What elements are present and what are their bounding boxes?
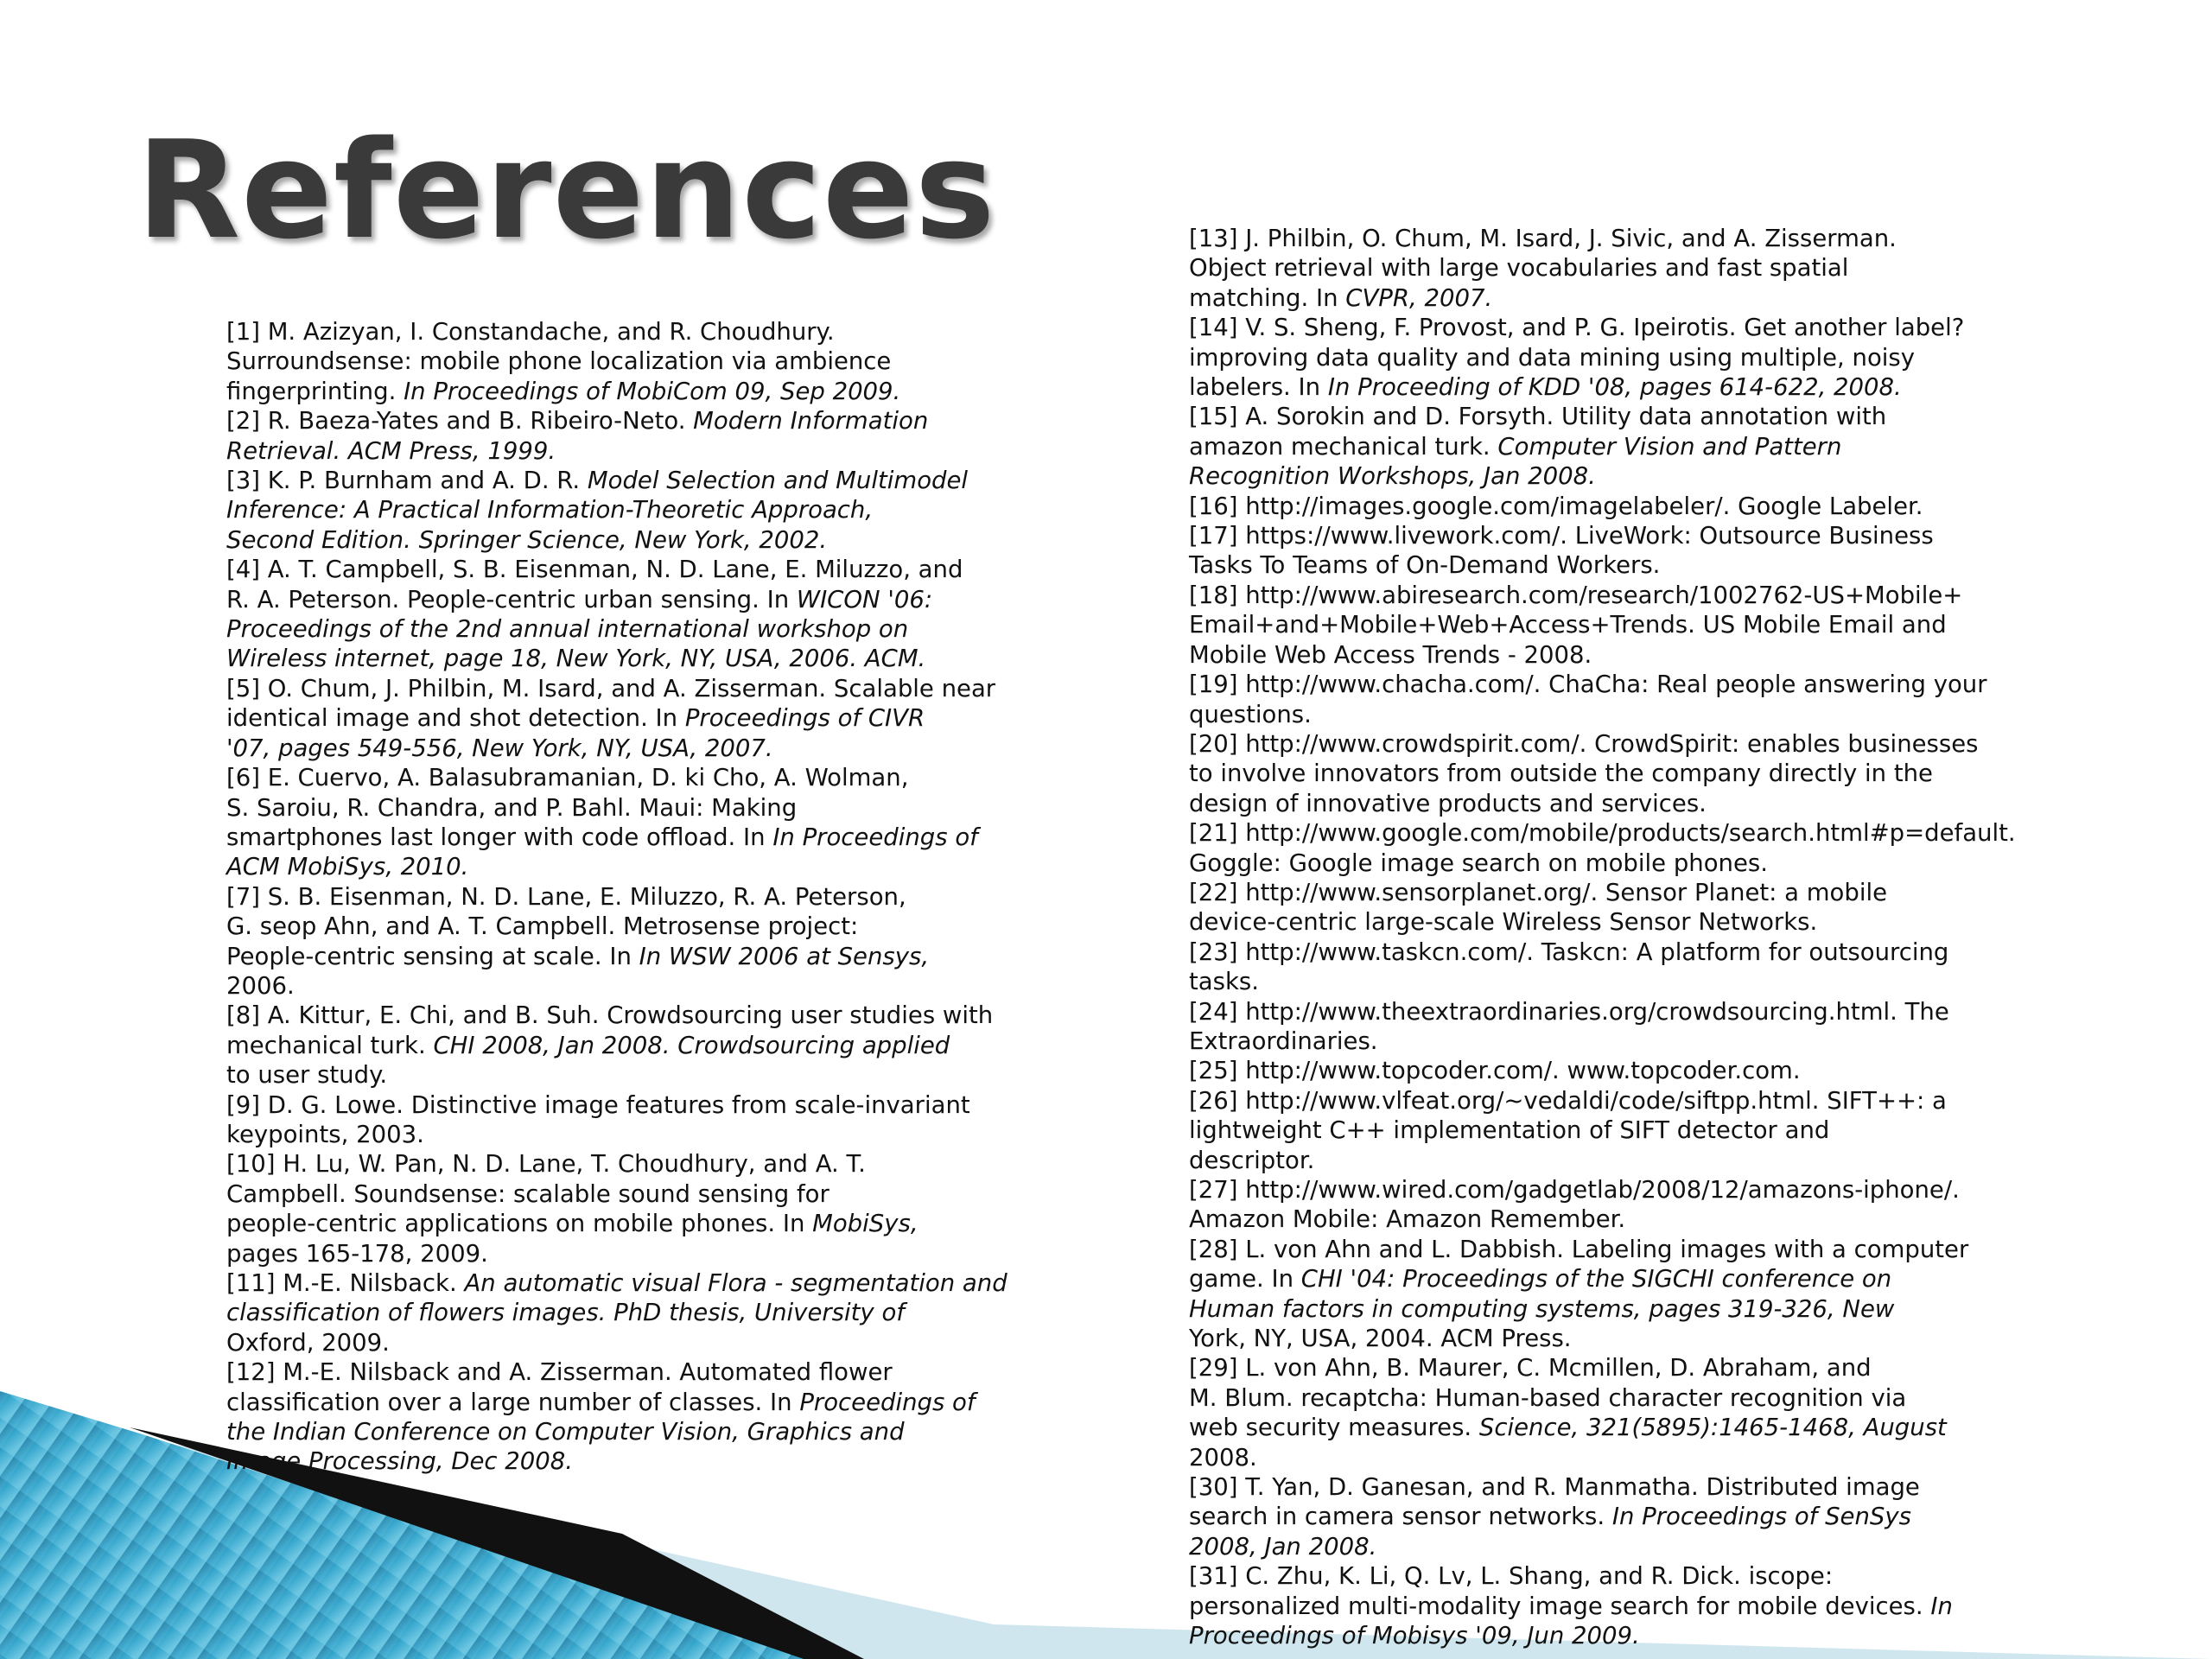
reference-text: [28] L. von Ahn and L. Dabbish. Labeling images with a computer: [1189, 1235, 1969, 1263]
reference-text: [8] A. Kittur, E. Chi, and B. Suh. Crowdsourcing user studies with: [226, 1001, 994, 1030]
reference-text: [10] H. Lu, W. Pan, N. D. Lane, T. Choudhury, and A. T.: [226, 1150, 866, 1179]
reference-text: game. In: [1189, 1265, 1301, 1294]
reference-entry: [1189, 313, 2016, 402]
reference-text: [11] M.-E. Nilsback.: [226, 1269, 465, 1297]
reference-text: [18] http://www.abiresearch.com/research/1002762-US+Mobile+: [1189, 581, 1963, 609]
reference-text: web security measures.: [1189, 1414, 1479, 1442]
reference-italic-text: In Proceedings of SenSys: [1611, 1503, 1911, 1531]
reference-italic-text: Modern Information: [693, 407, 929, 435]
reference-text: [31] C. Zhu, K. Li, Q. Lv, L. Shang, and R. Dick. iscope:: [1189, 1562, 1834, 1591]
reference-text: [21] http://www.google.com/mobile/products/search.html#p=default.: [1189, 819, 2016, 848]
reference-text: lightweight C++ implementation of SIFT detector and: [1189, 1116, 1830, 1145]
reference-text: Extraordinaries.: [1189, 1027, 1378, 1055]
reference-entry: [1189, 818, 2016, 878]
reference-text: [30] T. Yan, D. Ganesan, and R. Manmatha. Distributed image: [1189, 1473, 1920, 1502]
reference-text: [22] http://www.sensorplanet.org/. Sensor Planet: a mobile: [1189, 878, 1888, 906]
reference-text: R. A. Peterson. People-centric urban sensing. In: [226, 585, 797, 613]
reference-text: M. Blum. recaptcha: Human-based character recognition via: [1189, 1383, 1907, 1412]
reference-italic-text: Proceedings of Mobisys '09, Jun 2009.: [1189, 1622, 1640, 1650]
reference-text: [12] M.-E. Nilsback and A. Zisserman. Automated flower: [226, 1358, 893, 1387]
reference-italic-text: Proceedings of: [799, 1388, 976, 1416]
reference-text: pages 165-178, 2009.: [226, 1239, 488, 1268]
reference-italic-text: Model Selection and Multimodel: [587, 467, 969, 495]
reference-entry: [226, 1090, 1007, 1150]
reference-text: Surroundsense: mobile phone localization via ambience: [226, 347, 892, 376]
reference-text: Campbell. Soundsense: scalable sound sensing for: [226, 1179, 830, 1208]
reference-entry: [1189, 938, 2016, 997]
reference-entry: [1189, 1561, 2016, 1650]
reference-text: People-centric sensing at scale. In: [226, 942, 639, 970]
reference-text: people-centric applications on mobile phones. In: [226, 1210, 813, 1238]
reference-entry: [1189, 224, 2016, 313]
reference-text: fingerprinting.: [226, 377, 404, 405]
reference-entry: [1189, 1235, 2016, 1354]
reference-text: [17] https://www.livework.com/. LiveWork: Outsource Business: [1189, 522, 1934, 550]
reference-text: Object retrieval with large vocabularies and fast spatial: [1189, 254, 1849, 283]
reference-text: [9] D. G. Lowe. Distinctive image features from scale-invariant: [226, 1090, 970, 1119]
reference-text: tasks.: [1189, 968, 1259, 996]
reference-entry: [1189, 878, 2016, 938]
reference-text: questions.: [1189, 700, 1312, 728]
reference-entry: [226, 317, 1007, 406]
reference-italic-text: Second Edition. Springer Science, New York, 2002.: [226, 525, 828, 554]
reference-text: descriptor.: [1189, 1146, 1315, 1174]
reference-entry: [226, 555, 1007, 674]
reference-text: [24] http://www.theextraordinaries.org/crowdsourcing.html. The: [1189, 997, 1949, 1026]
reference-text: to user study.: [226, 1061, 388, 1090]
reference-italic-text: Proceedings of CIVR: [684, 704, 925, 733]
reference-italic-text: 2008, Jan 2008.: [1189, 1532, 1377, 1560]
reference-entry: [1189, 1175, 2016, 1235]
reference-text: [26] http://www.vlfeat.org/~vedaldi/code/siftpp.html. SIFT++: a: [1189, 1086, 1947, 1115]
reference-entry: [1189, 1353, 2016, 1472]
reference-text: York, NY, USA, 2004. ACM Press.: [1189, 1325, 1572, 1353]
reference-entry: [226, 763, 1007, 882]
reference-italic-text: '07, pages 549-556, New York, NY, USA, 2007.: [226, 734, 773, 762]
reference-entry: [1189, 729, 2016, 818]
reference-entry: [226, 1001, 1007, 1090]
reference-text: to involve innovators from outside the company directly in the: [1189, 760, 1933, 788]
reference-text: [20] http://www.crowdspirit.com/. CrowdSpirit: enables businesses: [1189, 729, 1979, 758]
reference-entry: [226, 1149, 1007, 1268]
reference-entry: [1189, 521, 2016, 581]
reference-entry: [1189, 402, 2016, 491]
reference-italic-text: CHI '04: Proceedings of the SIGCHI conference on: [1300, 1265, 1892, 1294]
reference-text: [25] http://www.topcoder.com/. www.topcoder.com.: [1189, 1057, 1801, 1085]
reference-text: smartphones last longer with code offload. In: [226, 823, 773, 851]
reference-text: [16] http://images.google.com/imagelabeler/. Google Labeler.: [1189, 492, 1923, 520]
reference-entry: [226, 1268, 1007, 1357]
reference-text: matching. In: [1189, 283, 1346, 312]
reference-italic-text: In WSW 2006 at Sensys,: [639, 942, 930, 970]
reference-text: Goggle: Google image search on mobile phones.: [1189, 849, 1768, 877]
reference-entry: [1189, 1472, 2016, 1561]
reference-text: design of innovative products and services.: [1189, 789, 1707, 817]
references-left-column: [226, 317, 1007, 1477]
slide-title: References: [137, 111, 996, 269]
reference-text: [14] V. S. Sheng, F. Provost, and P. G. Ipeirotis. Get another label?: [1189, 314, 1965, 342]
reference-text: 2006.: [226, 971, 295, 1000]
reference-italic-text: In Proceedings of: [772, 823, 978, 851]
reference-text: improving data quality and data mining using multiple, noisy: [1189, 343, 1916, 372]
reference-italic-text: Image Processing, Dec 2008.: [226, 1447, 573, 1476]
reference-text: [13] J. Philbin, O. Chum, M. Isard, J. Sivic, and A. Zisserman.: [1189, 225, 1897, 252]
reference-entry: [226, 466, 1007, 555]
reference-italic-text: Proceedings of the 2nd annual international workshop on: [226, 615, 909, 644]
reference-entry: [1189, 997, 2016, 1057]
reference-text: [7] S. B. Eisenman, N. D. Lane, E. Miluzzo, R. A. Peterson,: [226, 882, 906, 911]
reference-entry: [226, 406, 1007, 466]
reference-text: Tasks To Teams of On-Demand Workers.: [1189, 551, 1661, 580]
reference-text: [2] R. Baeza-Yates and B. Ribeiro-Neto.: [226, 407, 694, 435]
reference-text: personalized multi-modality image search for mobile devices.: [1189, 1592, 1931, 1620]
reference-text: classification over a large number of classes. In: [226, 1388, 800, 1416]
reference-italic-text: the Indian Conference on Computer Vision, Graphics and: [226, 1418, 905, 1446]
reference-italic-text: Human factors in computing systems, pages 319-326, New: [1189, 1294, 1895, 1323]
references-right-column: [1189, 224, 2016, 1651]
reference-entry: [1189, 492, 2016, 521]
reference-entry: [226, 882, 1007, 1001]
reference-text: [27] http://www.wired.com/gadgetlab/2008/12/amazons-iphone/.: [1189, 1176, 1960, 1204]
reference-italic-text: CVPR, 2007.: [1345, 283, 1493, 312]
reference-italic-text: MobiSys,: [812, 1210, 918, 1238]
reference-text: identical image and shot detection. In: [226, 704, 685, 733]
reference-text: S. Saroiu, R. Chandra, and P. Bahl. Maui: Making: [226, 793, 798, 822]
reference-italic-text: Recognition Workshops, Jan 2008.: [1189, 462, 1596, 491]
reference-text: Email+and+Mobile+Web+Access+Trends. US Mobile Email and: [1189, 611, 1947, 639]
reference-text: [29] L. von Ahn, B. Maurer, C. Mcmillen, D. Abraham, and: [1189, 1354, 1872, 1382]
reference-text: [23] http://www.taskcn.com/. Taskcn: A platform for outsourcing: [1189, 938, 1949, 966]
reference-text: Mobile Web Access Trends - 2008.: [1189, 640, 1592, 669]
reference-text: 2008.: [1189, 1443, 1257, 1471]
reference-text: [6] E. Cuervo, A. Balasubramanian, D. ki Cho, A. Wolman,: [226, 764, 909, 792]
reference-text: Oxford, 2009.: [226, 1328, 390, 1357]
reference-text: [3] K. P. Burnham and A. D. R.: [226, 467, 588, 495]
reference-italic-text: CHI 2008, Jan 2008. Crowdsourcing applied: [433, 1031, 950, 1059]
reference-text: Amazon Mobile: Amazon Remember.: [1189, 1205, 1626, 1234]
reference-italic-text: Wireless internet, page 18, New York, NY, USA, 2006. ACM.: [226, 645, 926, 673]
reference-entry: [1189, 670, 2016, 729]
reference-italic-text: Inference: A Practical Information-Theoretic Approach,: [226, 496, 874, 524]
reference-text: labelers. In: [1189, 373, 1328, 402]
reference-text: search in camera sensor networks.: [1189, 1503, 1612, 1531]
reference-text: G. seop Ahn, and A. T. Campbell. Metrosense project:: [226, 912, 859, 941]
reference-italic-text: In: [1930, 1592, 1953, 1620]
reference-text: amazon mechanical turk.: [1189, 432, 1498, 461]
reference-italic-text: An automatic visual Flora - segmentation and: [464, 1269, 1007, 1297]
reference-entry: [1189, 1056, 2016, 1085]
reference-entry: [1189, 1086, 2016, 1175]
reference-text: [4] A. T. Campbell, S. B. Eisenman, N. D. Lane, E. Miluzzo, and: [226, 556, 963, 584]
reference-text: [15] A. Sorokin and D. Forsyth. Utility data annotation with: [1189, 403, 1887, 431]
reference-text: mechanical turk.: [226, 1031, 434, 1059]
reference-entry: [1189, 581, 2016, 670]
reference-italic-text: WICON '06:: [796, 585, 933, 613]
reference-italic-text: ACM MobiSys, 2010.: [226, 853, 469, 881]
reference-italic-text: classification of flowers images. PhD thesis, University of: [226, 1299, 905, 1327]
reference-italic-text: Computer Vision and Pattern: [1497, 432, 1842, 461]
reference-entry: [226, 674, 1007, 763]
reference-text: device-centric large-scale Wireless Sensor Networks.: [1189, 908, 1818, 937]
reference-text: [19] http://www.chacha.com/. ChaCha: Real people answering your: [1189, 671, 1987, 699]
reference-italic-text: In Proceeding of KDD '08, pages 614-622, 2008.: [1327, 373, 1902, 402]
reference-italic-text: Retrieval. ACM Press, 1999.: [226, 436, 556, 465]
reference-entry: [226, 1357, 1007, 1477]
reference-text: [5] O. Chum, J. Philbin, M. Isard, and A. Zisserman. Scalable near: [226, 674, 996, 702]
reference-italic-text: In Proceedings of MobiCom 09, Sep 2009.: [404, 377, 901, 405]
reference-italic-text: Science, 321(5895):1465-1468, August: [1478, 1414, 1947, 1442]
reference-text: keypoints, 2003.: [226, 1120, 424, 1148]
reference-text: [1] M. Azizyan, I. Constandache, and R. Choudhury.: [226, 318, 835, 346]
